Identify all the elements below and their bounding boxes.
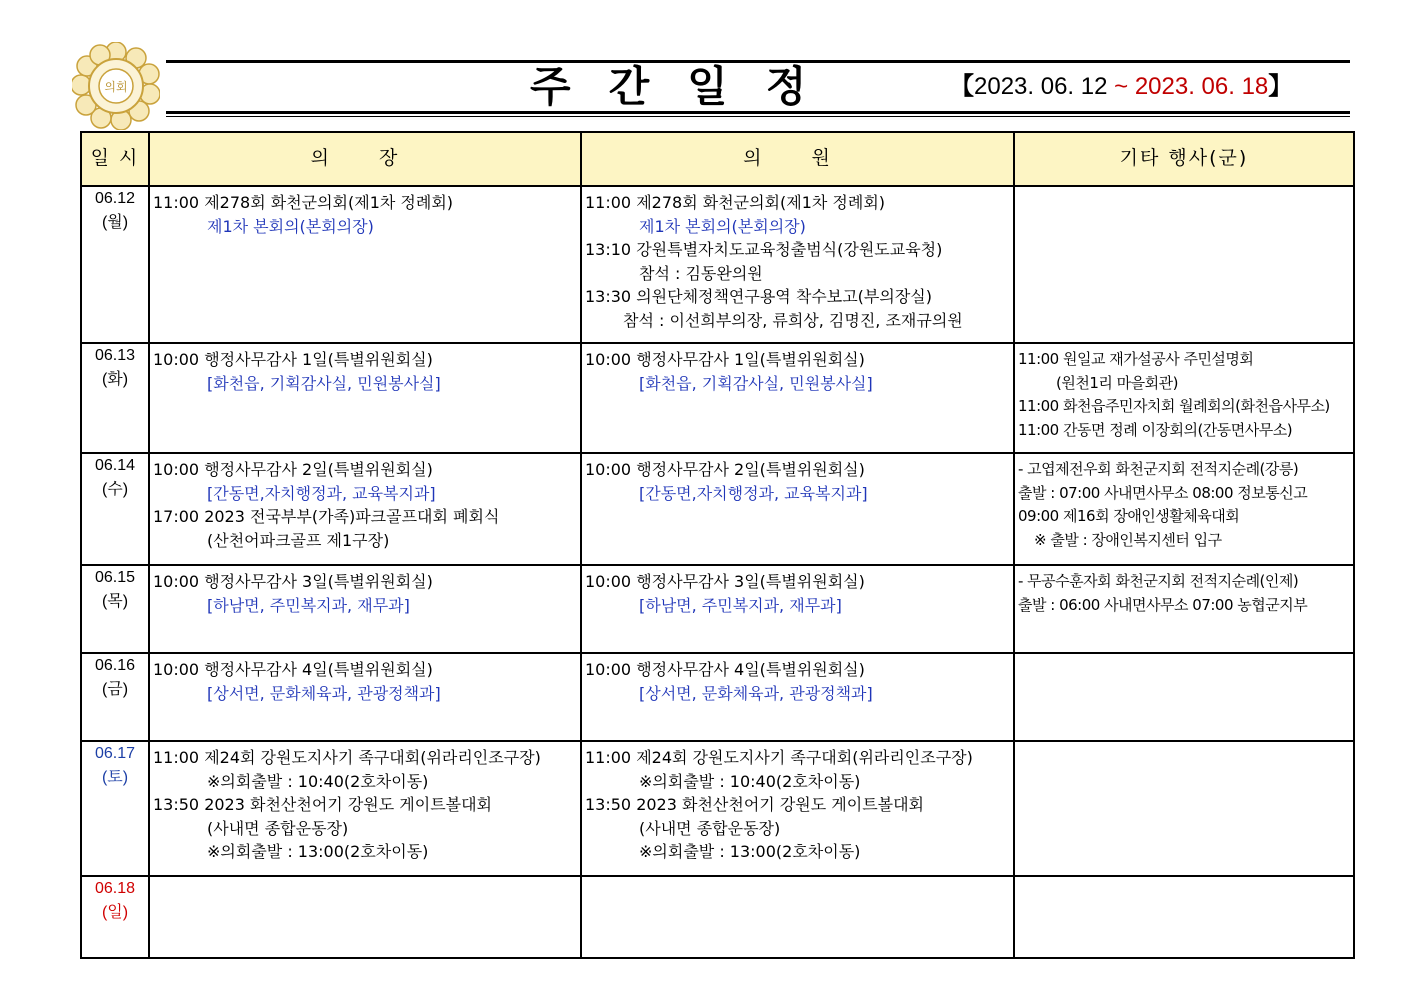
period-end: 2023. 06. 18	[1134, 73, 1269, 100]
chair-schedule-cell	[149, 741, 581, 876]
schedule-entry-line: [하남면, 주민복지과, 재무과]	[639, 595, 842, 615]
chair-schedule-cell	[149, 453, 581, 565]
date-text: 06.15	[94, 569, 136, 586]
schedule-entry-line: 13:10 강원특별자치도교육청출범식(강원도교육청)	[585, 240, 943, 259]
date-text: 06.18	[94, 880, 136, 897]
schedule-entry-line: 11:00 제24회 강원도지사기 족구대회(위라리인조구장)	[153, 748, 541, 767]
page-title: 주간일정	[530, 62, 845, 111]
date-cell	[81, 186, 149, 343]
title-rule-bottom-thin	[166, 116, 1350, 117]
schedule-row	[81, 343, 1354, 453]
date-cell	[81, 453, 149, 565]
other-events-cell	[1014, 653, 1354, 741]
weekday-text: (목)	[101, 592, 129, 610]
weekday-text: (일)	[101, 903, 129, 921]
schedule-entry-line: 10:00 행정사무감사 1일(특별위원회실)	[153, 350, 433, 369]
schedule-entry-line: 11:00 원일교 재가설공사 주민설명회	[1018, 350, 1254, 368]
schedule-entry-line: (사내면 종합운동장)	[639, 818, 781, 838]
schedule-entry-line: 참석 : 김동완의원	[639, 263, 763, 283]
weekday-text: (수)	[101, 480, 129, 498]
schedule-entry-line: ※의회출발 : 13:00(2호차이동)	[639, 842, 861, 861]
schedule-entry-line: [화천읍, 기획감사실, 민원봉사실]	[639, 373, 873, 393]
chair-schedule-cell	[149, 186, 581, 343]
schedule-entry-line: 11:00 간동면 정례 이장회의(간동면사무소)	[1018, 420, 1293, 439]
emblem-text: 의회	[104, 80, 128, 94]
schedule-entry-line: 09:00 제16회 장애인생활체육대회	[1018, 507, 1240, 525]
column-header-member: 의 원	[581, 132, 1014, 186]
schedule-row	[81, 876, 1354, 958]
other-events-cell	[1014, 876, 1354, 958]
schedule-entry-line: (사내면 종합운동장)	[207, 818, 349, 838]
date-cell	[81, 343, 149, 453]
schedule-entry-line: [하남면, 주민복지과, 재무과]	[207, 595, 410, 615]
schedule-entry-line: 10:00 행정사무감사 3일(특별위원회실)	[153, 572, 433, 591]
column-header-chair: 의 장	[149, 132, 581, 186]
schedule-entry-line: 출발 : 07:00 사내면사무소 08:00 정보통신고	[1018, 483, 1308, 502]
other-events-cell	[1014, 186, 1354, 343]
chair-schedule-cell	[149, 876, 581, 958]
schedule-entry-line: 10:00 행정사무감사 2일(특별위원회실)	[153, 460, 433, 479]
weekday-text: (화)	[101, 370, 129, 388]
chair-schedule-cell	[149, 653, 581, 741]
period-open-bracket: 【	[950, 73, 974, 100]
period-separator: ~	[1107, 73, 1135, 100]
date-text: 06.14	[94, 457, 136, 474]
other-events-cell	[1014, 565, 1354, 653]
schedule-entry-line: 11:00 제278회 화천군의회(제1차 정례회)	[585, 193, 886, 212]
schedule-entry-line: 13:50 2023 화천산천어기 강원도 게이트볼대회	[585, 795, 925, 814]
schedule-entry-line: - 고엽제전우회 화천군지회 전적지순례(강릉)	[1018, 460, 1299, 478]
schedule-entry-line: [간동면,자치행정과, 교육복지과]	[639, 483, 868, 503]
chair-schedule-cell	[149, 343, 581, 453]
weekday-text: (토)	[101, 768, 129, 786]
schedule-entry-line: (원천1리 마을회관)	[1056, 373, 1178, 392]
other-events-cell	[1014, 741, 1354, 876]
weekday-text: (금)	[101, 680, 129, 698]
period-close-bracket: 】	[1268, 73, 1293, 100]
other-events-cell	[1014, 343, 1354, 453]
member-schedule-cell	[581, 186, 1014, 343]
member-schedule-cell	[581, 653, 1014, 741]
schedule-entry-line: 제1차 본회의(본회의장)	[639, 216, 806, 236]
member-schedule-cell	[581, 453, 1014, 565]
schedule-entry-line: ※의회출발 : 10:40(2호차이동)	[639, 771, 861, 791]
schedule-row	[81, 453, 1354, 565]
schedule-entry-line: (산천어파크골프 제1구장)	[207, 530, 390, 550]
schedule-entry-line: 11:00 화천읍주민자치회 월례회의(화천읍사무소)	[1018, 397, 1330, 415]
period-start: 2023. 06. 12	[974, 73, 1108, 100]
chair-schedule-cell	[149, 565, 581, 653]
schedule-entry-line: ※ 출발 : 장애인복지센터 입구	[1034, 530, 1222, 549]
other-events-cell	[1014, 453, 1354, 565]
council-emblem-icon	[72, 42, 160, 130]
column-header-other: 기타 행사(군)	[1014, 132, 1354, 186]
schedule-entry-line: [화천읍, 기획감사실, 민원봉사실]	[207, 373, 441, 393]
schedule-entry-line: 13:30 의원단체정책연구용역 착수보고(부의장실)	[585, 287, 932, 306]
schedule-entry-line: [간동면,자치행정과, 교육복지과]	[207, 483, 436, 503]
schedule-entry-line: 10:00 행정사무감사 2일(특별위원회실)	[585, 460, 865, 479]
date-cell	[81, 876, 149, 958]
date-cell	[81, 565, 149, 653]
schedule-entry-line: [상서면, 문화체육과, 관광정책과]	[207, 683, 441, 703]
schedule-entry-line: 11:00 제24회 강원도지사기 족구대회(위라리인조구장)	[585, 748, 973, 767]
member-schedule-cell	[581, 343, 1014, 453]
period-range	[950, 70, 1292, 104]
schedule-entry-line: [상서면, 문화체육과, 관광정책과]	[639, 683, 873, 703]
member-schedule-cell	[581, 876, 1014, 958]
member-schedule-cell	[581, 741, 1014, 876]
schedule-row	[81, 741, 1354, 876]
schedule-entry-line: 13:50 2023 화천산천어기 강원도 게이트볼대회	[153, 795, 493, 814]
date-text: 06.12	[94, 190, 136, 207]
schedule-entry-line: 참석 : 이선희부의장, 류희상, 김명진, 조재규의원	[623, 310, 963, 330]
schedule-entry-line: 출발 : 06:00 사내면사무소 07:00 농협군지부	[1018, 595, 1308, 614]
member-schedule-cell	[581, 565, 1014, 653]
schedule-entry-line: 10:00 행정사무감사 1일(특별위원회실)	[585, 350, 865, 369]
schedule-entry-line: ※의회출발 : 13:00(2호차이동)	[207, 842, 429, 861]
schedule-entry-line: 11:00 제278회 화천군의회(제1차 정례회)	[153, 193, 454, 212]
schedule-entry-line: 10:00 행정사무감사 3일(특별위원회실)	[585, 572, 865, 591]
date-cell	[81, 741, 149, 876]
date-cell	[81, 653, 149, 741]
date-text: 06.16	[94, 657, 136, 674]
schedule-entry-line: - 무공수훈자회 화천군지회 전적지순례(인제)	[1018, 572, 1299, 590]
schedule-entry-line: 제1차 본회의(본회의장)	[207, 216, 374, 236]
table-header-row	[81, 132, 1354, 186]
weekly-schedule-table	[80, 131, 1355, 959]
schedule-row	[81, 565, 1354, 653]
date-text: 06.17	[94, 745, 136, 762]
schedule-entry-line: 10:00 행정사무감사 4일(특별위원회실)	[585, 660, 865, 679]
schedule-row	[81, 186, 1354, 343]
schedule-row	[81, 653, 1354, 741]
schedule-entry-line: 10:00 행정사무감사 4일(특별위원회실)	[153, 660, 433, 679]
column-header-date: 일 시	[81, 132, 149, 186]
schedule-entry-line: 17:00 2023 전국부부(가족)파크골프대회 폐회식	[153, 507, 500, 526]
schedule-entry-line: ※의회출발 : 10:40(2호차이동)	[207, 771, 429, 791]
date-text: 06.13	[94, 347, 136, 364]
weekday-text: (월)	[101, 213, 129, 231]
